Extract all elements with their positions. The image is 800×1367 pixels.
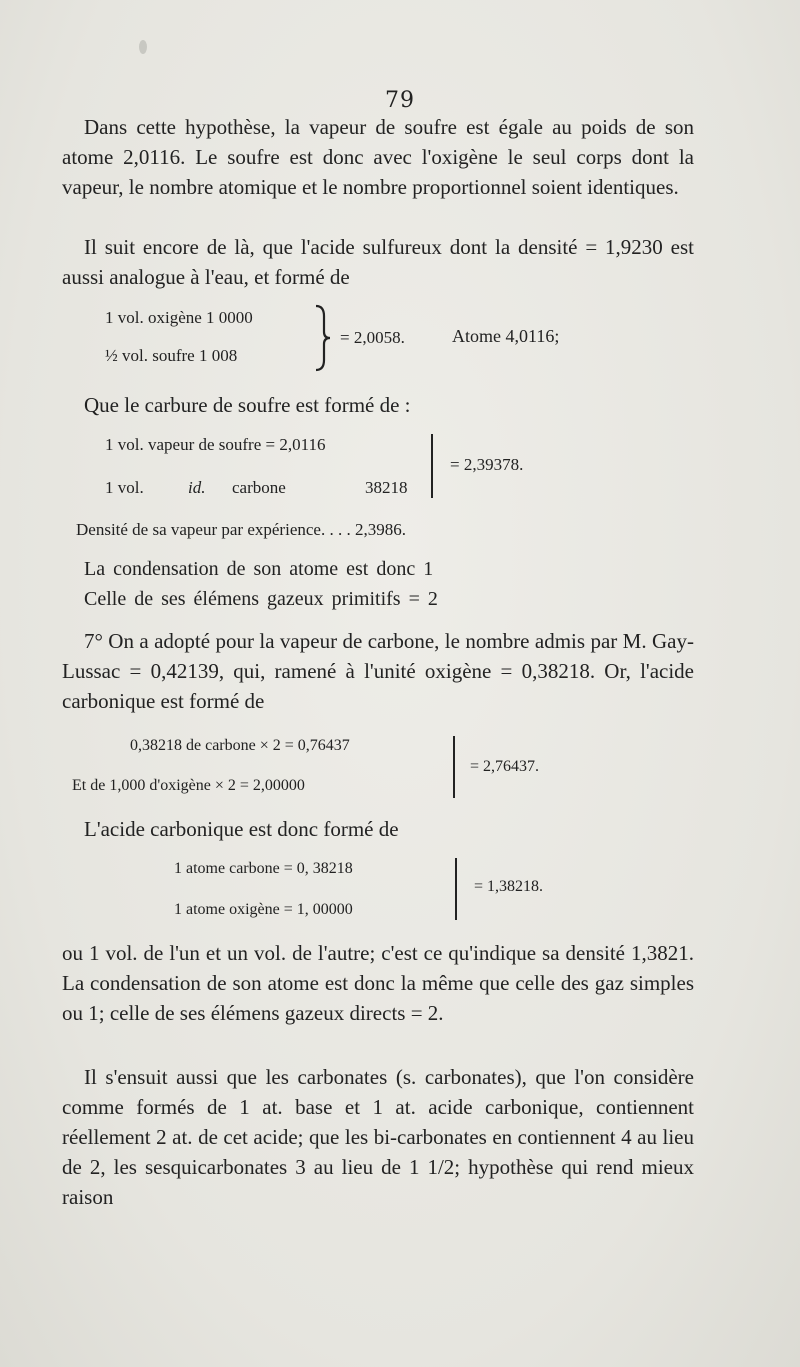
group2-row1: 1 vol. vapeur de soufre = 2,0116 bbox=[105, 435, 326, 454]
group4-row1: 1 atome carbone = 0, 38218 bbox=[174, 860, 353, 877]
group2-result: = 2,39378. bbox=[450, 455, 524, 474]
group2-row2-value: 38218 bbox=[365, 478, 408, 497]
group4-row2: 1 atome oxigène = 1, 00000 bbox=[174, 901, 353, 918]
paragraph-4: 7° On a adopté pour la vapeur de carbone, le nombre admis par M. Gay-Lussac = 0,42139, qui, ramené à l'unité oxigène = 0,38218. Or, l'acide carbonique est formé de bbox=[62, 629, 694, 713]
group3-result: = 2,76437. bbox=[470, 758, 540, 775]
brace-1 bbox=[312, 304, 332, 372]
paragraph-6: ou 1 vol. de l'un et un vol. de l'autre; c'est ce qu'indique sa densité 1,3821. La condensation de son atome est donc la même que celle des gaz simples ou 1; celle de ses élémens gazeux directs = 2. bbox=[62, 941, 694, 1025]
condensation-elements: Celle de ses élémens gazeux primitifs = 2 bbox=[84, 588, 438, 610]
paragraph-5: L'acide carbonique est donc formé de bbox=[84, 817, 399, 841]
condensation-atom: La condensation de son atome est donc 1 bbox=[84, 558, 434, 580]
group1-row2: ½ vol. soufre 1 008 bbox=[105, 346, 238, 365]
paragraph-3: Que le carbure de soufre est formé de : bbox=[84, 393, 411, 417]
brace-4 bbox=[450, 856, 464, 922]
group1-row1: 1 vol. oxigène 1 0000 bbox=[105, 308, 253, 327]
paragraph-7: Il s'ensuit aussi que les carbonates (s. carbonates), que l'on considère comme formés de 1 at. base et 1 at. acide carbonique, contiennent réellement 2 at. de cet acide; que les bi-carbonates en contiennent 4 au lieu de 2, les sesquicarbonates 3 au lieu de 1 1/2; hypothèse qui rend mieux raison bbox=[62, 1065, 694, 1209]
brace-3 bbox=[448, 734, 462, 800]
density-experiment: Densité de sa vapeur par expérience. . . . 2,3986. bbox=[76, 520, 406, 539]
group3-row2: Et de 1,000 d'oxigène × 2 = 2,00000 bbox=[72, 777, 305, 794]
paragraph-2: Il suit encore de là, que l'acide sulfureux dont la densité = 1,9230 est aussi analogue à l'eau, et formé de bbox=[62, 235, 694, 289]
group2-row2-vol: 1 vol. bbox=[105, 478, 144, 497]
group4-result: = 1,38218. bbox=[474, 878, 544, 895]
brace-2 bbox=[426, 432, 440, 500]
ink-spot bbox=[139, 40, 147, 54]
group2-row2-carbone: carbone bbox=[232, 478, 286, 497]
group1-atome: Atome 4,0116; bbox=[452, 326, 560, 346]
paragraph-1: Dans cette hypothèse, la vapeur de soufre est égale au poids de son atome 2,0116. Le soufre est donc avec l'oxigène le seul corps dont la vapeur, le nombre atomique et le nombre proportionnel soient identiques. bbox=[62, 115, 694, 199]
group3-row1: 0,38218 de carbone × 2 = 0,76437 bbox=[130, 737, 350, 754]
group1-result: = 2,0058. bbox=[340, 328, 405, 347]
page-number: 79 bbox=[385, 88, 415, 113]
group2-row2-id: id. bbox=[188, 478, 206, 497]
